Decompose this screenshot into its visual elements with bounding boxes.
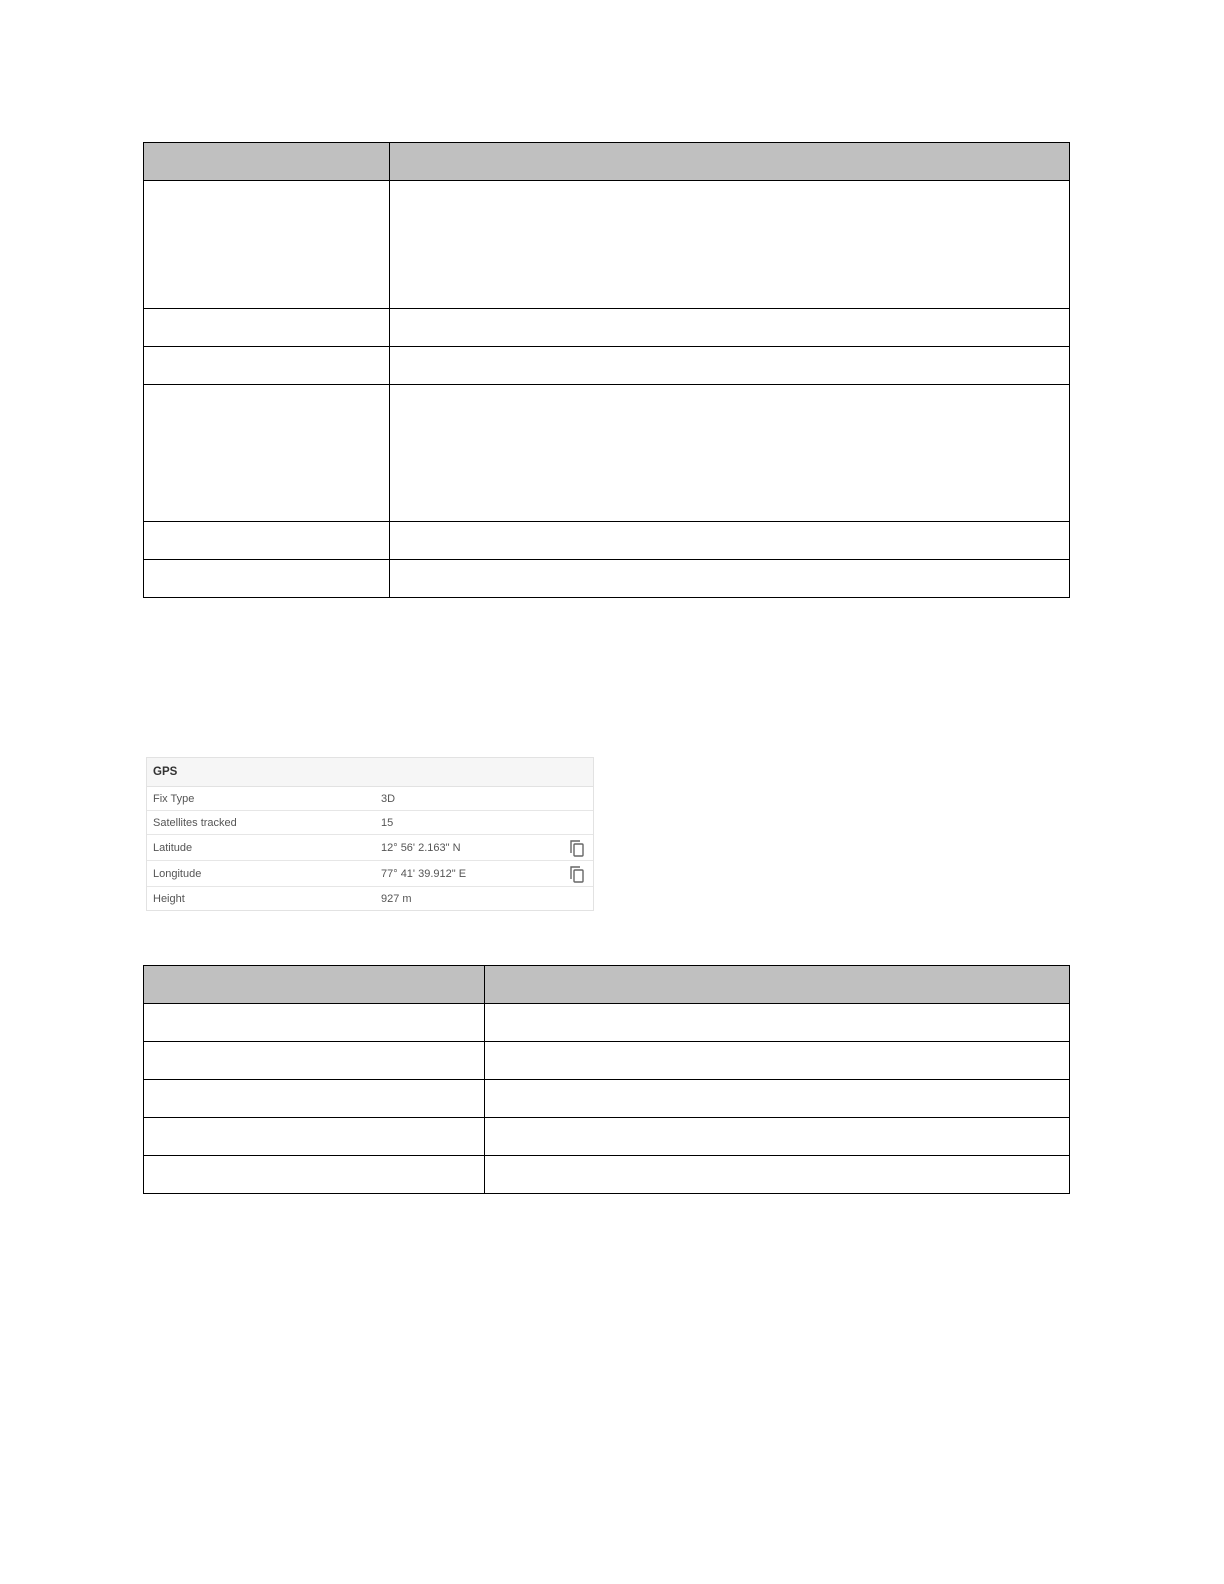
table-row (144, 1004, 1070, 1042)
copy-longitude-button[interactable] (569, 865, 585, 883)
document-table-1 (143, 142, 1070, 598)
table-row (144, 1080, 1070, 1118)
gps-value: 927 m (381, 892, 412, 905)
table-cell (390, 385, 1070, 522)
gps-value: 15 (381, 816, 394, 829)
table-header-cell (144, 966, 485, 1004)
table-header-row (144, 966, 1070, 1004)
table-row (144, 347, 1070, 385)
copy-icon (569, 839, 585, 857)
table-header-row (144, 143, 1070, 181)
document-table-2 (143, 965, 1070, 1194)
table-row (144, 1156, 1070, 1194)
table-cell (390, 309, 1070, 347)
table-cell (390, 560, 1070, 598)
gps-label: Fix Type (153, 792, 195, 805)
table-cell (144, 181, 390, 309)
gps-value: 77° 41' 39.912" E (381, 867, 467, 880)
gps-row-satellites (147, 811, 593, 835)
gps-label: Satellites tracked (153, 816, 237, 829)
table-cell (144, 1042, 485, 1080)
table-row (144, 181, 1070, 309)
table-cell (390, 347, 1070, 385)
gps-panel (146, 757, 594, 911)
table-cell (144, 347, 390, 385)
table-cell (485, 1042, 1070, 1080)
table-cell (144, 385, 390, 522)
table-cell (485, 1080, 1070, 1118)
gps-value: 12° 56' 2.163" N (381, 841, 461, 854)
table-cell (485, 1118, 1070, 1156)
gps-row-fix-type (147, 787, 593, 811)
gps-panel-title: GPS (147, 758, 593, 787)
gps-label: Latitude (153, 841, 193, 854)
table-row (144, 522, 1070, 560)
gps-row-longitude (147, 861, 593, 887)
table-cell (485, 1004, 1070, 1042)
table-cell (144, 1118, 485, 1156)
copy-latitude-button[interactable] (569, 839, 585, 857)
gps-label: Longitude (153, 867, 202, 880)
table-header-cell (144, 143, 390, 181)
gps-row-latitude (147, 835, 593, 861)
table-cell (144, 522, 390, 560)
copy-icon (569, 865, 585, 883)
table-row (144, 1042, 1070, 1080)
gps-label: Height (153, 892, 185, 905)
table-cell (144, 1080, 485, 1118)
gps-row-height (147, 887, 593, 910)
table-row (144, 385, 1070, 522)
table-cell (144, 1156, 485, 1194)
table-row (144, 309, 1070, 347)
table-cell (144, 1004, 485, 1042)
table-row (144, 1118, 1070, 1156)
gps-value: 3D (381, 792, 396, 805)
table-header-cell (485, 966, 1070, 1004)
table-row (144, 560, 1070, 598)
table-header-cell (390, 143, 1070, 181)
table-cell (390, 181, 1070, 309)
table-cell (144, 560, 390, 598)
table-cell (485, 1156, 1070, 1194)
table-cell (390, 522, 1070, 560)
table-cell (144, 309, 390, 347)
